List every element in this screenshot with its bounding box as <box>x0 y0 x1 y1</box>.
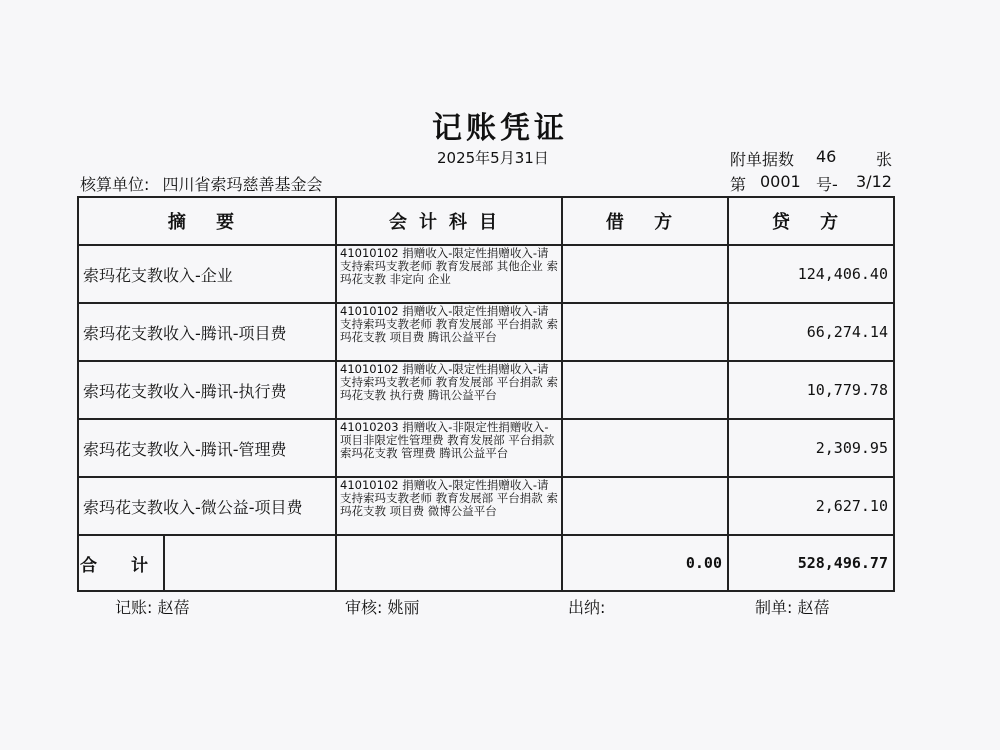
attachment-number: 46 <box>816 147 837 166</box>
row-credit: 66,274.14 <box>728 303 894 361</box>
header-summary: 摘 要 <box>78 197 336 245</box>
total-label: 合 计 <box>79 536 165 590</box>
voucher-suffix: 号- <box>816 175 838 194</box>
attachment-label: 附单据数 <box>730 150 795 169</box>
table-row <box>78 477 894 535</box>
total-blank <box>165 536 335 590</box>
row-debit <box>562 245 728 303</box>
preparer: 制单: 赵蓓 <box>755 598 830 617</box>
total-row <box>78 535 894 591</box>
row-summary: 索玛花支教收入-腾讯-执行费 <box>78 361 336 419</box>
total-cell <box>78 535 336 591</box>
voucher-table <box>77 196 895 592</box>
table-row <box>78 419 894 477</box>
attachment-count <box>730 147 906 170</box>
total-account-blank <box>336 535 562 591</box>
row-summary: 索玛花支教收入-腾讯-管理费 <box>78 419 336 477</box>
row-summary: 索玛花支教收入-微公益-项目费 <box>78 477 336 535</box>
row-account: 41010203 捐赠收入-非限定性捐赠收入-项目非限定性管理费 教育发展部 平台捐款 索玛花支教 管理费 腾讯公益平台 <box>336 419 562 477</box>
row-credit: 2,627.10 <box>728 477 894 535</box>
accounting-unit-name: 四川省索玛慈善基金会 <box>162 175 323 194</box>
voucher-prefix: 第 <box>730 175 747 194</box>
voucher-page: 3/12 <box>856 172 892 191</box>
row-credit: 2,309.95 <box>728 419 894 477</box>
total-debit: 0.00 <box>562 535 728 591</box>
table-header-row <box>78 197 894 245</box>
attachment-unit: 张 <box>876 150 893 169</box>
header-account: 会计科目 <box>336 197 562 245</box>
row-summary: 索玛花支教收入-企业 <box>78 245 336 303</box>
row-account: 41010102 捐赠收入-限定性捐赠收入-请支持索玛支教老师 教育发展部 平台捐款 索玛花支教 项目费 微博公益平台 <box>336 477 562 535</box>
row-debit <box>562 361 728 419</box>
accounting-unit <box>80 172 323 195</box>
row-credit: 124,406.40 <box>728 245 894 303</box>
cashier: 出纳: <box>568 598 606 617</box>
header-debit: 借 方 <box>562 197 728 245</box>
row-debit <box>562 303 728 361</box>
row-debit <box>562 419 728 477</box>
row-account: 41010102 捐赠收入-限定性捐赠收入-请支持索玛支教老师 教育发展部 平台捐款 索玛花支教 执行费 腾讯公益平台 <box>336 361 562 419</box>
row-credit: 10,779.78 <box>728 361 894 419</box>
table-row <box>78 303 894 361</box>
total-credit: 528,496.77 <box>728 535 894 591</box>
reviewer: 审核: 姚丽 <box>345 598 420 617</box>
row-summary: 索玛花支教收入-腾讯-项目费 <box>78 303 336 361</box>
voucher-number-value: 0001 <box>760 172 801 191</box>
voucher-number <box>730 172 892 195</box>
header-credit: 贷 方 <box>728 197 894 245</box>
row-account: 41010102 捐赠收入-限定性捐赠收入-请支持索玛支教老师 教育发展部 其他企业 索玛花支教 非定向 企业 <box>336 245 562 303</box>
table-row <box>78 245 894 303</box>
voucher-title: 记账凭证 <box>432 111 568 146</box>
bookkeeper: 记账: 赵蓓 <box>115 598 190 617</box>
row-account: 41010102 捐赠收入-限定性捐赠收入-请支持索玛支教老师 教育发展部 平台捐款 索玛花支教 项目费 腾讯公益平台 <box>336 303 562 361</box>
row-debit <box>562 477 728 535</box>
accounting-unit-label: 核算单位: <box>80 175 150 194</box>
table-row <box>78 361 894 419</box>
voucher-date: 2025年5月31日 <box>437 149 549 167</box>
